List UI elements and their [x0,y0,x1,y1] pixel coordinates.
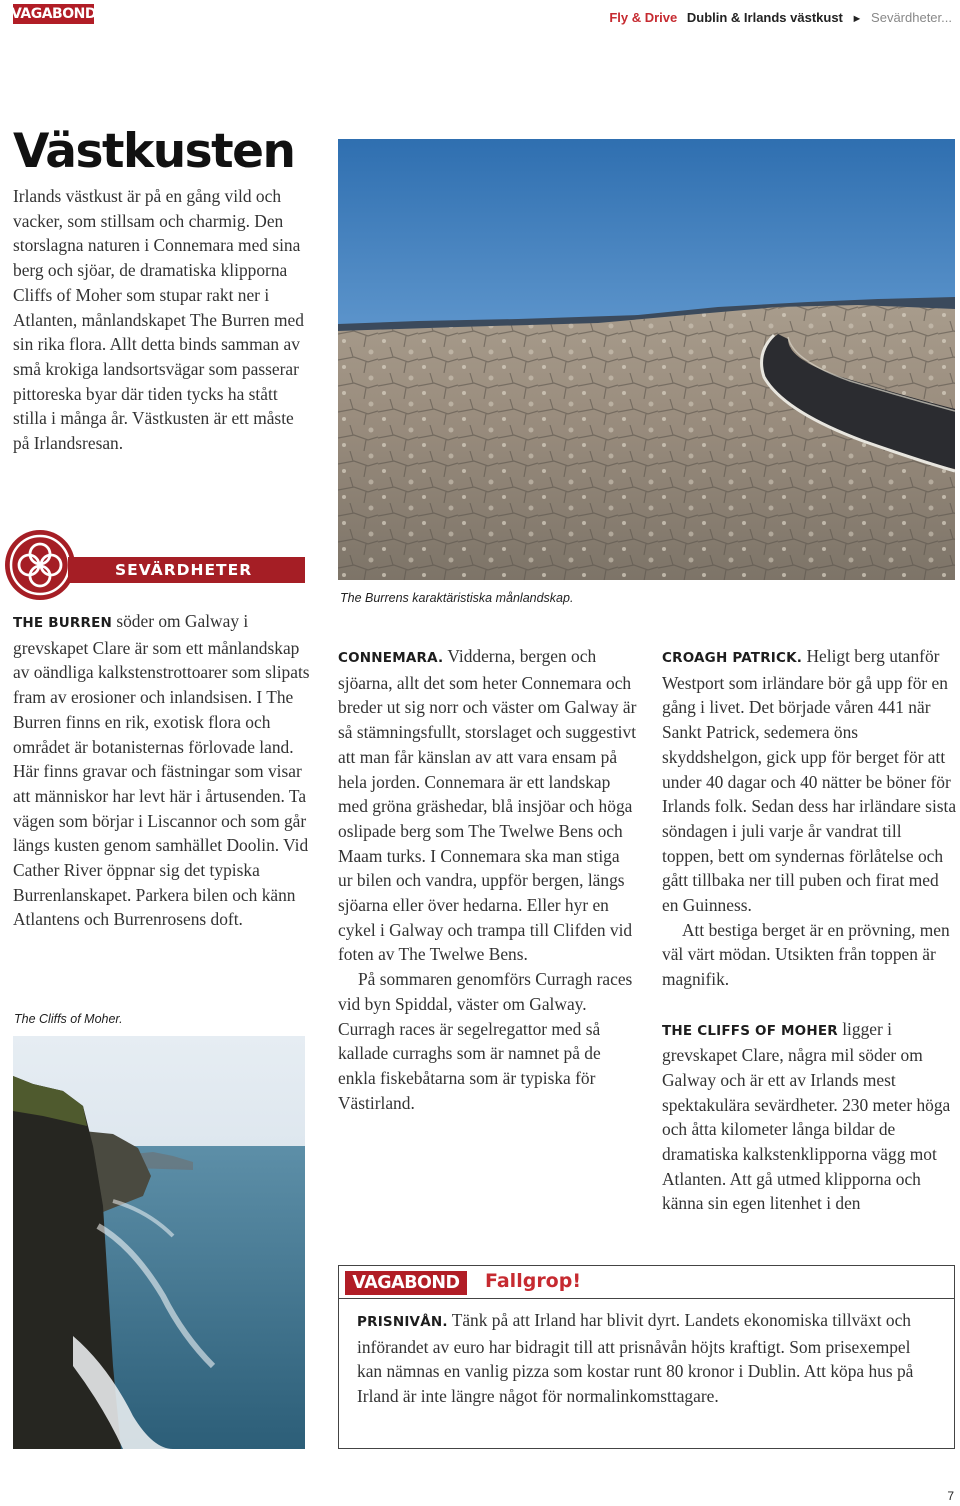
croagh-text: Heligt berg utanför Westport som irländare bör gå upp för en gång i livet. Det började våren 441 när Sankt Patrick, sedemera öns skyddshelgon, gick upp för berget för att under 40 dagar och 40 nätter be böner för Irlands folk. Sedan dess har irländare sista söndagen i juli varje år vandrat till toppen, bett om syndernas förlåtelse och gått tillbaka ner till puben och firat med en Guinness. [662,646,957,916]
burren-caption: The Burrens karaktäristiska månlandskap. [340,591,574,605]
cliffs-of-moher-photo [13,1036,305,1449]
burren-paragraph [13,609,318,932]
celtic-knot-icon [4,529,76,601]
cliffs-caption: The Cliffs of Moher. [14,1012,123,1026]
cliffs-paragraph [662,1017,957,1217]
fallgrop-paragraph [357,1308,937,1409]
croagh-paragraph [662,644,957,918]
fallgrop-header [339,1266,954,1299]
fallgrop-title: Fallgrop! [485,1270,582,1292]
page-number: 7 [947,1489,954,1503]
fallgrop-box [338,1265,955,1449]
fallgrop-lead: PRISNIVÅN. [357,1314,448,1330]
breadcrumb-section[interactable]: Fly & Drive [609,10,678,25]
cliffs-lead: THE CLIFFS OF MOHER [662,1022,838,1039]
burren-photo [338,139,955,580]
croagh-paragraph-2: Att bestiga berget är en prövning, men väl värt mödan. Utsikten från toppen är magnifik. [662,919,950,990]
burren-text: söder om Galway i grevskapet Clare är som ett månlandskap av oändliga kalkstenstrottoarer som slipats fram av erosioner och inlandsisen. I The Burren finns en rik, exotisk flora och området är botanisternas förlovade land. Här finns gravar och fästningar som visar att människor har levt här i årtusenden. Ta vägen som börjar i Liscannor och som går längs kusten genom samhället Doolin. Vid Cather River öppnar sig det typiska Burrenlanskapet. Parkera bilen och känn Atlantens och Burrenrosens doft. [13,611,310,930]
breadcrumb-current: Sevärdheter... [871,10,952,25]
burren-lead: THE BURREN [13,615,112,631]
connemara-paragraph [338,644,638,967]
vagabond-logo-small: VAGABOND [345,1271,467,1295]
right-column [662,644,957,1216]
connemara-article [338,644,638,1115]
page-title: Västkusten [13,124,295,179]
fallgrop-text: Tänk på att Irland har blivit dyrt. Landets ekonomiska tillväxt och införandet av euro har bidragit till att prisnåvån höjts kraftigt. Som prisexempel kan nämnas en vanlig pizza som kostar runt 80 kronor i Dublin. Att köpa hus på Irland är inte längre något för normalinkomsttagare. [357,1310,914,1407]
cliffs-text: ligger i grevskapet Clare, några mil söder om Galway och är ett av Irlands mest spektakulära sevärdheter. 230 meter höga och åtta kilometer långa bildar de dramatiska kalkstenklipporna vägg mot Atlanten. Att gå utmed klipporna och känna sin egen litenhet i den [662,1018,951,1214]
breadcrumb-arrow-icon: ► [851,13,863,25]
intro-paragraph: Irlands västkust är på en gång vild och vacker, som stillsam och charmig. Den storslagna naturen i Connemara med sina berg och sjöar, de dramatiska klipporna Cliffs of Moher som stupar rakt ner i Atlanten, månlandskapet The Burren med sin rika flora. Allt detta binds samman av små krokiga landsortsvägar som passerar pittoreska byar där tiden tycks ha stått stilla i många år. Västkusten är ett måste på Irlandsresan. [13,186,304,454]
breadcrumb-topic[interactable]: Dublin & Irlands västkust [686,10,843,25]
croagh-lead: CROAGH PATRICK. [662,650,803,666]
curragh-paragraph: På sommaren genomförs Curragh races vid byn Spiddal, väster om Galway. Curragh races är segelregattor med så kallade curraghs som är namnet på de enkla fiskebåtarna som är typiska för Västirland. [338,969,633,1113]
section-header-sevardheter: SEVÄRDHETER [68,557,305,583]
connemara-text: Vidderna, bergen och sjöarna, allt det som heter Connemara och breder ut sig norr och väster om Galway är så stämningsfullt, storslaget och suggestivt att man får känslan av att vara ensam på hela jorden. Connemara är ett landskap med gröna gräshedar, blå insjöar och höga oslipade berg som The Twelwe Bens och Maam turks. I Connemara ska man stiga ur bilen och vandra, uppför bergen, längs sjöarna eller över hedarna. Eller hyr en cykel i Galway och trampa till Clifden vid foten av The Twelwe Bens. [338,646,637,965]
vagabond-logo: VAGABOND [11,6,96,22]
connemara-lead: CONNEMARA. [338,650,444,666]
breadcrumb [609,10,952,25]
